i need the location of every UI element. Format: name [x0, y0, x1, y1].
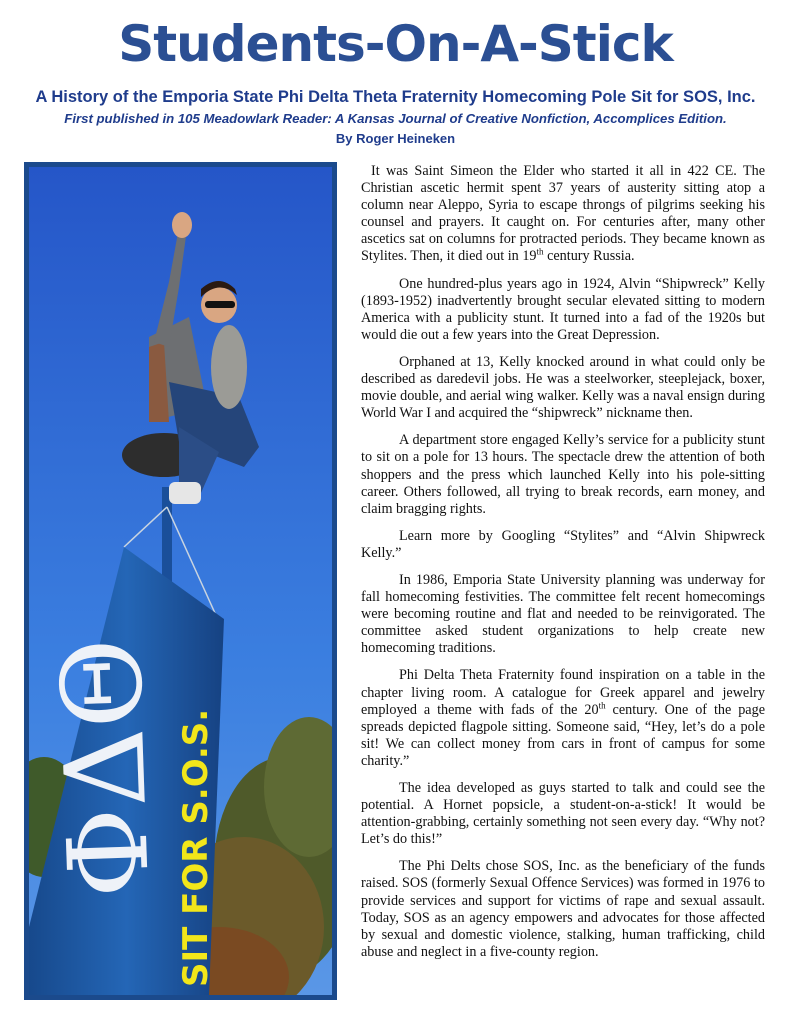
paragraph-3: Orphaned at 13, Kelly knocked around in what could only be described as daredevil jobs. He was a steelworker, steeplejack, boxer, movie double, and aerial wing walker. Kelly was a naval ensign during World War I and acquired the “shipwreck” nickname then. [361, 353, 765, 422]
paragraph-4: A department store engaged Kelly’s service for a publicity stunt to sit on a pole for 13 hours. The spectacle drew the attention of both shoppers and the press which launched Kelly into his pole-sitting career. Others followed, all trying to break records, earn money, and claim bragging rights. [361, 432, 765, 517]
byline: By Roger Heineken [335, 131, 456, 146]
paragraph-6: In 1986, Emporia State University planning was underway for fall homecoming festivities. The committee felt recent homecomings were becoming routine and flat and needed to be reinvigorated. The committee asked student organizations to help create new homecoming traditions. [361, 571, 765, 657]
p7-sup: th [598, 699, 606, 710]
paragraph-5: Learn more by Googling “Stylites” and “Alvin Shipwreck Kelly.” [361, 527, 765, 561]
p7-text: Phi Delta Theta Fraternity found inspiration on a table in the chapter living room. A catalogue for Greek apparel and jewelry employed a theme with fads of the 20 [361, 667, 765, 718]
paragraph-2: One hundred-plus years ago in 1924, Alvin “Shipwreck” Kelly (1893-1952) inadvertently brought secular elevated sitting to modern America with a publicity stunt. It turned into a fad of the 1920s but would die out a few years into the Great Depression. [361, 275, 765, 343]
p1-text: It was Saint Simeon the Elder who started it all in 422 CE. The Christian ascetic hermit spent 37 years of austerity sitting atop a column near Aleppo, Syria to escape throngs of pilgrims seeking his counsel and prayers. It caught on. For centuries after, many other ascetics sat on columns for protracted periods. They became known as Stylites. Then, it died out in 19 [361, 163, 765, 265]
p1-sup: th [536, 246, 544, 257]
banner-sit-for-sos: SIT FOR S.O.S. [176, 708, 216, 987]
paragraph-1 [361, 163, 765, 266]
article-body [361, 163, 765, 971]
page-title: Students-On-A-Stick [118, 15, 673, 73]
pole-sit-photo [24, 162, 337, 1000]
publication-note: First published in 105 Meadowlark Reader: A Kansas Journal of Creative Nonfiction, Accomplices Edition. [64, 111, 727, 126]
p1-text-end: century Russia. [543, 248, 635, 265]
paragraph-8: The idea developed as guys started to talk and could see the potential. A Hornet popsicle, a student-on-a-stick! It would be attention-grabbing, certainly something not seen every day. “Why not? Let’s do this!” [361, 780, 765, 848]
paragraph-9: The Phi Delts chose SOS, Inc. as the beneficiary of the funds raised. SOS (formerly Sexual Offence Services) was formed in 1976 to provide services and support for victims of rape and sexual assault. Today, SOS as an agency empowers and advocates for those affected by sexual and domestic violence, stalking, human trafficking, child abuse and neglect in a five-county region. [361, 858, 765, 960]
banner-greek-letters: ΦΔΘ [37, 636, 175, 901]
paragraph-7 [361, 667, 765, 770]
p7-text-end: century. One of the page spreads depicted flagpole sitting. Someone said, “Hey, let’s do a pole sit! We can collect money from cars in front of campus for some charity.” [361, 701, 765, 769]
article-subtitle: A History of the Emporia State Phi Delta Theta Fraternity Homecoming Pole Sit for SOS, Inc. [35, 88, 756, 106]
